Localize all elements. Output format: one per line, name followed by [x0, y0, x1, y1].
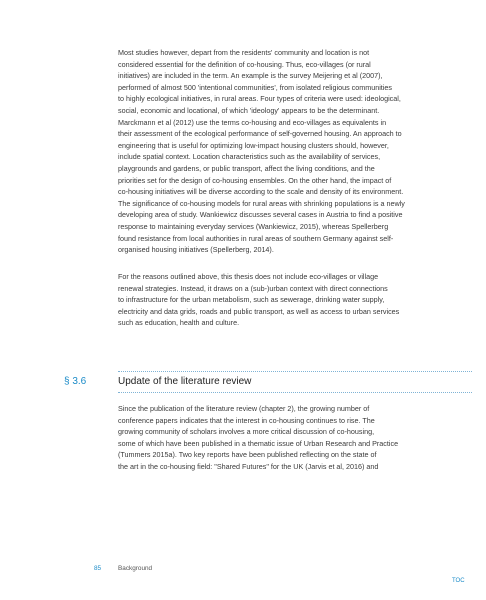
text-line: electricity and data grids, roads and public transport, as well as access to urban services — [118, 306, 400, 316]
text-line: conference papers indicates that the interest in co-housing continues to rise. The — [118, 415, 375, 425]
text-line: considered essential for the definition of co-housing. Thus, eco-villages (or rural — [118, 59, 371, 69]
text-line: The significance of co-housing models for rural areas with shrinking populations is a newly — [118, 198, 405, 208]
text-line: Marckmann et al (2012) use the terms co-housing and eco-villages as equivalents in — [118, 117, 387, 127]
text-line: Most studies however, depart from the residents' community and location is not — [118, 48, 370, 57]
paragraph-2 — [118, 271, 472, 329]
text-line: priorities set for the design of co-housing ensembles. On the other hand, the impact of — [118, 175, 392, 185]
text-line: include spatial context. Location characteristics such as the availability of services, — [118, 152, 381, 162]
text-line: found resistance from local authorities in rural areas of southern Germany against self- — [118, 233, 394, 243]
text-line: response to maintaining everyday services (Wankiewicz, 2015), whereas Spellerberg — [118, 221, 389, 231]
text-line: For the reasons outlined above, this thesis does not include eco-villages or village — [118, 272, 379, 281]
text-line: developing area of study. Wankiewicz discusses several cases in Austria to find a positive — [118, 210, 403, 220]
text-line: playgrounds and gardens, or public transport, affect the living conditions, and the — [118, 163, 375, 173]
text-line: such as education, health and culture. — [118, 318, 240, 328]
section-divider-bottom — [118, 392, 472, 393]
section-divider-top — [118, 371, 472, 372]
text-line: organised housing initiatives (Spellerberg, 2014). — [118, 245, 274, 255]
text-line: to infrastructure for the urban metabolism, such as sewerage, drinking water supply, — [118, 295, 385, 305]
text-line: some of which have been published in a thematic issue of Urban Research and Practice — [118, 438, 399, 448]
paragraph-1 — [118, 47, 472, 256]
toc-link[interactable]: TOC — [452, 578, 465, 584]
text-line: engineering that is useful for optimizing low-impact housing clusters should, however, — [118, 140, 389, 150]
paragraph-3 — [118, 403, 472, 473]
text-line: performed of almost 500 'intentional communities', from isolated religious communities — [118, 82, 392, 92]
text-line: the art in the co-housing field: "Shared Futures" for the UK (Jarvis et al, 2016) and — [118, 461, 379, 471]
text-line: renewal strategies. Instead, it draws on a (sub-)urban context with direct connections — [118, 283, 388, 293]
section-heading: Update of the literature review — [118, 376, 252, 387]
text-line: (Tummers 2015a). Two key reports have been published reflecting on the state of — [118, 450, 377, 460]
section-number: § 3.6 — [64, 376, 87, 387]
text-line: initiatives) are included in the term. An example is the survey Meijering et al (2007), — [118, 71, 383, 81]
text-line: growing community of scholars involves a more critical discussion of co-housing, — [118, 427, 375, 437]
page-number: 85 — [94, 565, 102, 572]
text-line: Since the publication of the literature review (chapter 2), the growing number of — [118, 404, 370, 413]
footer-section-name: Background — [118, 565, 153, 572]
text-line: co-housing initiatives will be diverse according to the scale and density of its environment. — [118, 187, 404, 197]
text-line: social, economic and locational, of which 'ideology' appears to be the determinant. — [118, 105, 380, 115]
text-line: to highly ecological initiatives, in rural areas. Four types of criteria were used: ideological, — [118, 94, 401, 104]
text-line: their assessment of the ecological performance of self-governed housing. An approach to — [118, 129, 402, 139]
